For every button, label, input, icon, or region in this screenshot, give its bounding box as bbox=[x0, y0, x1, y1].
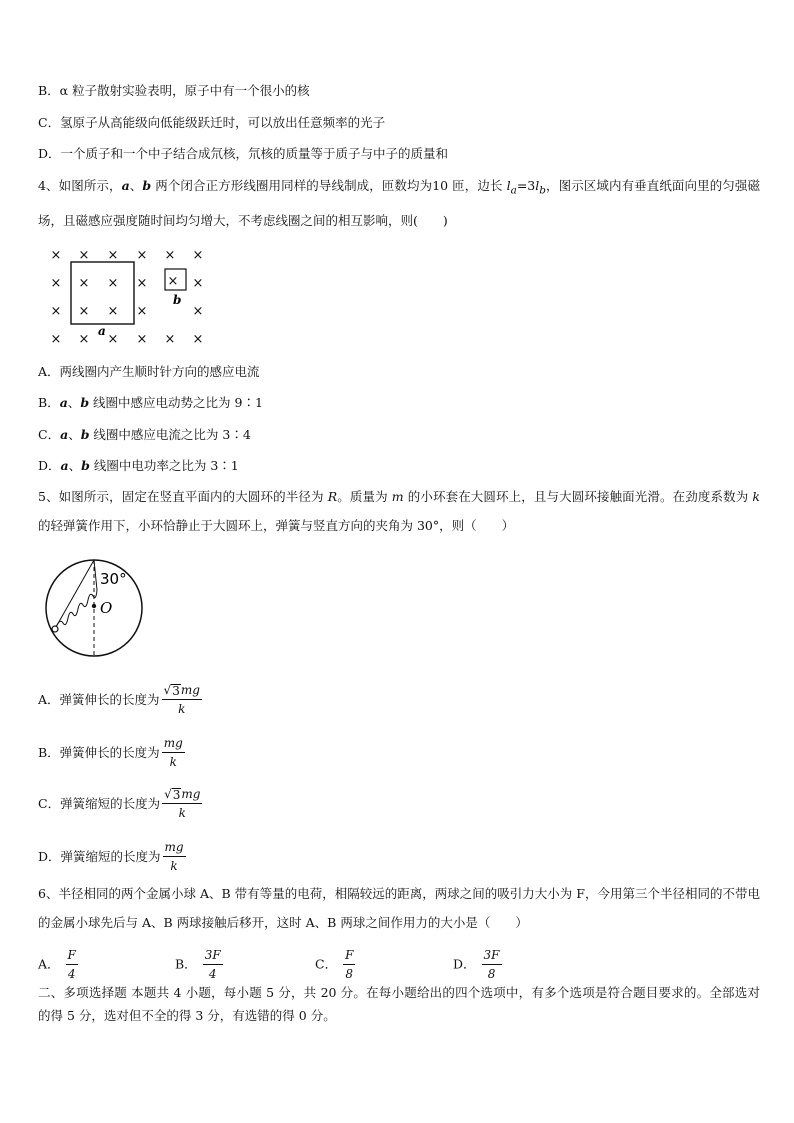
coil-a-label: a bbox=[98, 324, 106, 338]
q4-option-b-sep: 、 bbox=[67, 395, 81, 410]
field-cross-mark: × bbox=[136, 248, 148, 263]
fraction-denominator: 4 bbox=[208, 967, 217, 981]
q5-stem-text-2: 。质量为 bbox=[337, 489, 392, 504]
q3-option-b: B．α 粒子散射实验表明，原子中有一个很小的核 bbox=[38, 83, 310, 98]
q4-option-c-var-a: a bbox=[60, 427, 69, 442]
field-cross-mark: × bbox=[78, 276, 90, 291]
q4-option-b-var-a: a bbox=[59, 395, 68, 410]
q4-var-a: a bbox=[121, 178, 130, 193]
q5-option-c-fraction bbox=[162, 787, 202, 821]
fraction-denominator: k bbox=[178, 702, 186, 716]
q4-option-b-label: B． bbox=[38, 395, 60, 410]
q4-option-d-label: D． bbox=[38, 458, 61, 473]
field-cross-mark: × bbox=[107, 248, 119, 263]
q4-option-d-text: 线圈中电功率之比为 3∶1 bbox=[89, 458, 239, 473]
fraction-numerator: F bbox=[66, 948, 78, 965]
q6-option-d bbox=[453, 948, 502, 982]
sqrt-radicand: 3 bbox=[172, 684, 180, 698]
fraction-numerator: F bbox=[343, 948, 355, 965]
q5-stem-text: 5、如图所示，固定在竖直平面内的大圆环的半径为 bbox=[38, 489, 328, 504]
q6-option-d-label: D． bbox=[453, 956, 476, 972]
field-cross-mark: × bbox=[78, 248, 90, 263]
fraction-denominator: k bbox=[169, 755, 177, 769]
q4-option-b-var-b: b bbox=[80, 395, 90, 410]
sqrt-radicand: 3 bbox=[172, 788, 181, 802]
q4-option-c-sep: 、 bbox=[68, 427, 81, 442]
q6-stem: 6、半径相同的两个金属小球 A、B 带有等量的电荷，相隔较远的距离，两球之间的吸引力大小为 F，今用第三个半径相同的不带电的金属小球先后与 A、B 两球接触后移开，这时 A、B 两球之间作用力的大小是（ ） bbox=[38, 886, 760, 930]
field-cross-mark: × bbox=[107, 276, 119, 291]
q4-var-la: l bbox=[506, 178, 511, 193]
section-2-heading: 二、多项选择题 本题共 4 小题，每小题 5 分，共 20 分。在每小题给出的四个选项中，有多个选项是符合题目要求的。全部选对的得 5 分，选对但不全的得 3 分，有选错的得 0 分。 bbox=[38, 985, 760, 1023]
field-cross-mark: × bbox=[136, 304, 148, 319]
q6-option-a bbox=[38, 948, 78, 982]
fraction-denominator: k bbox=[178, 806, 186, 820]
field-cross-mark: × bbox=[164, 332, 176, 347]
coil-b-label: b bbox=[173, 293, 182, 307]
q4-var-lb-sub: b bbox=[539, 184, 546, 197]
field-cross-mark: × bbox=[50, 276, 62, 291]
field-cross-mark: × bbox=[78, 304, 90, 319]
q5-option-b-fraction bbox=[162, 736, 185, 770]
q4-option-c-label: C． bbox=[38, 427, 61, 442]
q4-stem-sep: 、 bbox=[129, 178, 143, 193]
sqrt-symbol: √ bbox=[164, 787, 172, 801]
field-cross-mark: × bbox=[50, 248, 62, 263]
q6-option-b-label: B． bbox=[175, 956, 197, 972]
fraction-denominator: 8 bbox=[345, 967, 354, 981]
q4-magnetic-field-figure bbox=[40, 240, 220, 348]
q4-option-b bbox=[38, 394, 263, 412]
q5-stem bbox=[38, 482, 760, 540]
q4-var-b: b bbox=[142, 178, 152, 193]
field-cross-mark: × bbox=[192, 304, 204, 319]
fraction-numerator: 3F bbox=[203, 948, 223, 965]
fraction-numerator: mg bbox=[163, 840, 186, 857]
q5-stem-text-4: 的轻弹簧作用下，小环恰静止于大圆环上，弹簧与竖直方向的夹角为 30°，则（ ） bbox=[38, 518, 515, 533]
q4-stem-text: 4、如图所示， bbox=[38, 178, 122, 193]
q4-stem-text-3: ，图示区域内有垂直纸面向里的匀强磁场，且磁感应强度随时间均匀增大，不考虑线圈之间的相互影响，则( ) bbox=[38, 178, 760, 228]
fraction-numerator: mg bbox=[180, 683, 200, 697]
small-ring bbox=[52, 626, 58, 632]
q5-option-a bbox=[38, 680, 202, 720]
q4-option-c bbox=[38, 426, 251, 444]
sqrt-symbol: √ bbox=[163, 683, 172, 697]
q5-option-a-text: A．弹簧伸长的长度为 bbox=[38, 692, 160, 707]
field-cross-mark: × bbox=[167, 274, 179, 289]
field-cross-mark: × bbox=[164, 248, 176, 263]
q4-option-c-text: 线圈中感应电流之比为 3∶4 bbox=[89, 427, 251, 442]
q4-option-a: A．两线圈内产生顺时针方向的感应电流 bbox=[38, 364, 260, 379]
field-cross-mark: × bbox=[136, 332, 148, 347]
q4-option-d-var-b: b bbox=[81, 458, 90, 473]
q5-stem-text-3: 的小环套在大圆环上，且与大圆环接触面光滑。在劲度系数为 bbox=[403, 489, 753, 504]
q4-stem-eq: =3 bbox=[516, 178, 536, 193]
q4-option-c-var-b: b bbox=[80, 427, 90, 442]
q4-stem-text-2: 两个闭合正方形线圈用同样的导线制成，匝数均为10 匝，边长 bbox=[151, 178, 507, 193]
q6-option-c bbox=[315, 948, 355, 982]
q5-option-b bbox=[38, 733, 185, 773]
q4-stem bbox=[38, 171, 760, 235]
q5-option-b-text: B．弹簧伸长的长度为 bbox=[38, 745, 160, 760]
q4-option-b-text: 线圈中感应电动势之比为 9∶1 bbox=[89, 395, 263, 410]
spring-direction-line bbox=[56, 560, 94, 627]
q4-option-d-sep: 、 bbox=[68, 458, 82, 473]
field-cross-mark: × bbox=[192, 276, 204, 291]
angle-label: 30° bbox=[100, 570, 127, 588]
center-point bbox=[92, 604, 96, 608]
fraction-denominator: 8 bbox=[487, 967, 496, 981]
fraction-numerator: 3F bbox=[482, 948, 502, 965]
q3-option-c: C．氢原子从高能级向低能级跃迁时，可以放出任意频率的光子 bbox=[38, 115, 386, 130]
q3-option-d: D．一个质子和一个中子结合成氘核，氘核的质量等于质子与中子的质量和 bbox=[38, 146, 449, 161]
field-cross-mark: × bbox=[136, 276, 148, 291]
q6-option-c-label: C． bbox=[315, 956, 338, 972]
q5-option-c bbox=[38, 784, 202, 824]
fraction-numerator: mg bbox=[181, 787, 201, 801]
q6-option-a-label: A． bbox=[38, 956, 60, 972]
field-cross-mark: × bbox=[192, 332, 204, 347]
q5-var-m: m bbox=[391, 489, 404, 504]
q5-option-d-text: D．弹簧缩短的长度为 bbox=[38, 849, 161, 864]
q4-option-d-var-a: a bbox=[60, 458, 69, 473]
q5-ring-spring-figure bbox=[40, 556, 148, 660]
field-cross-mark: × bbox=[78, 332, 90, 347]
center-label: O bbox=[100, 599, 113, 617]
field-cross-mark: × bbox=[50, 332, 62, 347]
q5-option-c-text: C．弹簧缩短的长度为 bbox=[38, 796, 161, 811]
field-cross-mark: × bbox=[50, 304, 62, 319]
q4-var-lb: l bbox=[535, 178, 540, 193]
q6-option-b bbox=[175, 948, 223, 982]
q5-var-R: R bbox=[327, 489, 338, 504]
fraction-numerator: mg bbox=[162, 736, 185, 753]
field-cross-mark: × bbox=[107, 332, 119, 347]
q5-option-d-fraction bbox=[163, 840, 186, 874]
field-cross-mark: × bbox=[107, 304, 119, 319]
q5-option-a-fraction bbox=[162, 683, 202, 717]
q5-var-k: k bbox=[752, 489, 760, 504]
fraction-denominator: 4 bbox=[67, 967, 76, 981]
q5-option-d bbox=[38, 837, 186, 877]
q4-var-la-sub: a bbox=[510, 184, 517, 197]
fraction-denominator: k bbox=[170, 859, 178, 873]
field-cross-mark: × bbox=[192, 248, 204, 263]
q4-option-d bbox=[38, 457, 239, 475]
